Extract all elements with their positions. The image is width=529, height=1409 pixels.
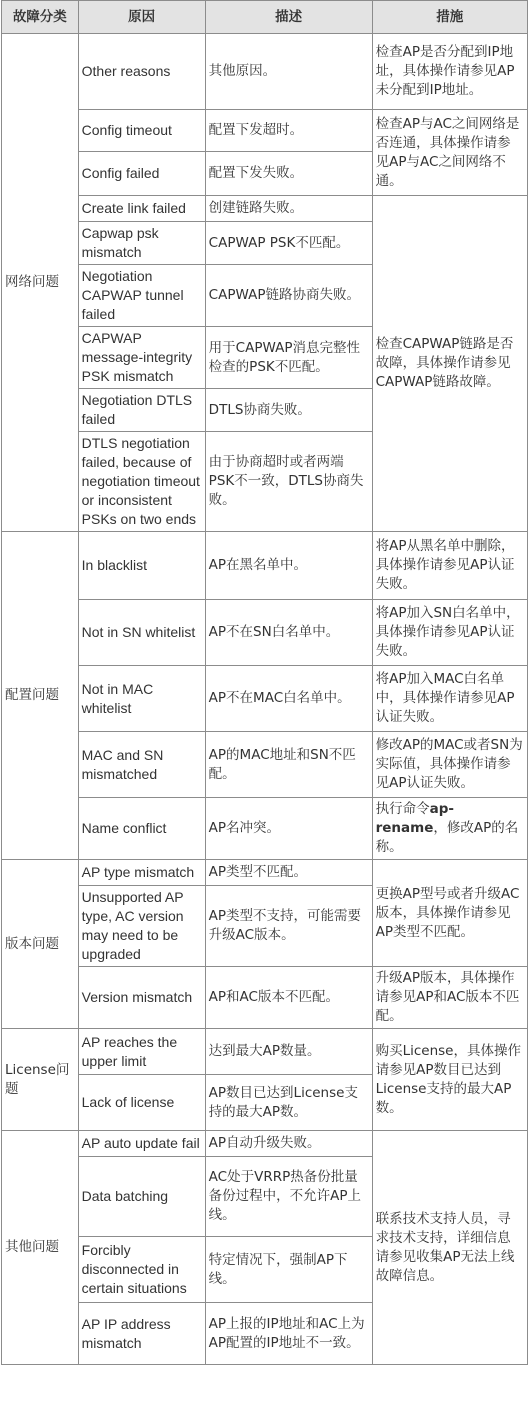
cause-cell: DTLS negotiation failed, because of negotiation timeout or inconsistent PSKs on two ends: [78, 432, 205, 532]
cause-cell: Not in SN whitelist: [78, 600, 205, 666]
cause-cell: Unsupported AP type, AC version may need to be upgraded: [78, 886, 205, 967]
cause-cell: Negotiation CAPWAP tunnel failed: [78, 265, 205, 327]
command-text: ap-rename: [375, 801, 454, 836]
header-cause: 原因: [78, 1, 205, 34]
measure-cell: 将AP从黑名单中删除，具体操作请参见AP认证失败。: [372, 532, 527, 600]
cause-cell: AP type mismatch: [78, 860, 205, 886]
cause-cell: AP IP address mismatch: [78, 1303, 205, 1365]
measure-cell: 更换AP型号或者升级AC版本，具体操作请参见AP类型不匹配。: [372, 860, 527, 967]
measure-cell: 升级AP版本，具体操作请参见AP和AC版本不匹配。: [372, 967, 527, 1029]
description-cell: 特定情况下，强制AP下线。: [205, 1237, 372, 1303]
header-description: 描述: [205, 1, 372, 34]
table-row: [2, 860, 528, 886]
description-cell: AC处于VRRP热备份批量备份过程中，不允许AP上线。: [205, 1157, 372, 1237]
description-cell: 配置下发超时。: [205, 110, 372, 152]
description-cell: 配置下发失败。: [205, 152, 372, 196]
measure-cell: 检查AP是否分配到IP地址，具体操作请参见AP未分配到IP地址。: [372, 34, 527, 110]
table-row: [2, 110, 528, 152]
table-header-row: [2, 1, 528, 34]
description-cell: AP不在MAC白名单中。: [205, 666, 372, 732]
description-cell: 其他原因。: [205, 34, 372, 110]
cause-cell: Capwap psk mismatch: [78, 222, 205, 265]
table-row: [2, 967, 528, 1029]
description-cell: AP的MAC地址和SN不匹配。: [205, 732, 372, 798]
category-cell: 网络问题: [2, 34, 79, 532]
description-cell: AP名冲突。: [205, 798, 372, 860]
category-cell: 配置问题: [2, 532, 79, 860]
measure-text: ，修改AP的名称。: [375, 820, 519, 855]
cause-cell: Name conflict: [78, 798, 205, 860]
description-cell: AP不在SN白名单中。: [205, 600, 372, 666]
header-measure: 措施: [372, 1, 527, 34]
cause-cell: In blacklist: [78, 532, 205, 600]
measure-cell: 联系技术支持人员，寻求技术支持，详细信息请参见收集AP无法上线故障信息。: [372, 1131, 527, 1365]
description-cell: CAPWAP PSK不匹配。: [205, 222, 372, 265]
description-cell: 达到最大AP数量。: [205, 1029, 372, 1075]
cause-cell: AP auto update fail: [78, 1131, 205, 1157]
description-cell: AP自动升级失败。: [205, 1131, 372, 1157]
cause-cell: Other reasons: [78, 34, 205, 110]
description-cell: AP上报的IP地址和AC上为AP配置的IP地址不一致。: [205, 1303, 372, 1365]
cause-cell: Create link failed: [78, 196, 205, 222]
measure-cell: 检查AP与AC之间网络是否连通，具体操作请参见AP与AC之间网络不通。: [372, 110, 527, 196]
table-row: [2, 34, 528, 110]
table-row: [2, 666, 528, 732]
measure-cell: 购买License，具体操作请参见AP数目已达到License支持的最大AP数。: [372, 1029, 527, 1131]
measure-cell: [372, 798, 527, 860]
measure-cell: 将AP加入SN白名单中，具体操作请参见AP认证失败。: [372, 600, 527, 666]
description-cell: AP在黑名单中。: [205, 532, 372, 600]
table-row: [2, 532, 528, 600]
table-row: [2, 798, 528, 860]
description-cell: 用于CAPWAP消息完整性检查的PSK不匹配。: [205, 327, 372, 389]
cause-cell: Version mismatch: [78, 967, 205, 1029]
measure-cell: 检查CAPWAP链路是否故障，具体操作请参见CAPWAP链路故障。: [372, 196, 527, 532]
table-row: [2, 600, 528, 666]
description-cell: AP类型不匹配。: [205, 860, 372, 886]
cause-cell: MAC and SN mismatched: [78, 732, 205, 798]
category-cell: License问题: [2, 1029, 79, 1131]
description-cell: AP数目已达到License支持的最大AP数。: [205, 1075, 372, 1131]
header-category: 故障分类: [2, 1, 79, 34]
cause-cell: Forcibly disconnected in certain situations: [78, 1237, 205, 1303]
cause-cell: Config failed: [78, 152, 205, 196]
cause-cell: Config timeout: [78, 110, 205, 152]
measure-cell: 将AP加入MAC白名单中，具体操作请参见AP认证失败。: [372, 666, 527, 732]
cause-cell: Not in MAC whitelist: [78, 666, 205, 732]
cause-cell: CAPWAP message-integrity PSK mismatch: [78, 327, 205, 389]
measure-text: 执行命令: [375, 801, 430, 817]
table-row: [2, 732, 528, 798]
table-row: [2, 1131, 528, 1157]
description-cell: CAPWAP链路协商失败。: [205, 265, 372, 327]
measure-cell: 修改AP的MAC或者SN为实际值，具体操作请参见AP认证失败。: [372, 732, 527, 798]
fault-table: [1, 0, 528, 1365]
table-row: [2, 196, 528, 222]
category-cell: 其他问题: [2, 1131, 79, 1365]
cause-cell: Lack of license: [78, 1075, 205, 1131]
description-cell: 创建链路失败。: [205, 196, 372, 222]
description-cell: AP和AC版本不匹配。: [205, 967, 372, 1029]
table-row: [2, 1029, 528, 1075]
cause-cell: Data batching: [78, 1157, 205, 1237]
category-cell: 版本问题: [2, 860, 79, 1029]
cause-cell: Negotiation DTLS failed: [78, 389, 205, 432]
cause-cell: AP reaches the upper limit: [78, 1029, 205, 1075]
description-cell: DTLS协商失败。: [205, 389, 372, 432]
description-cell: 由于协商超时或者两端PSK不一致，DTLS协商失败。: [205, 432, 372, 532]
description-cell: AP类型不支持，可能需要升级AC版本。: [205, 886, 372, 967]
